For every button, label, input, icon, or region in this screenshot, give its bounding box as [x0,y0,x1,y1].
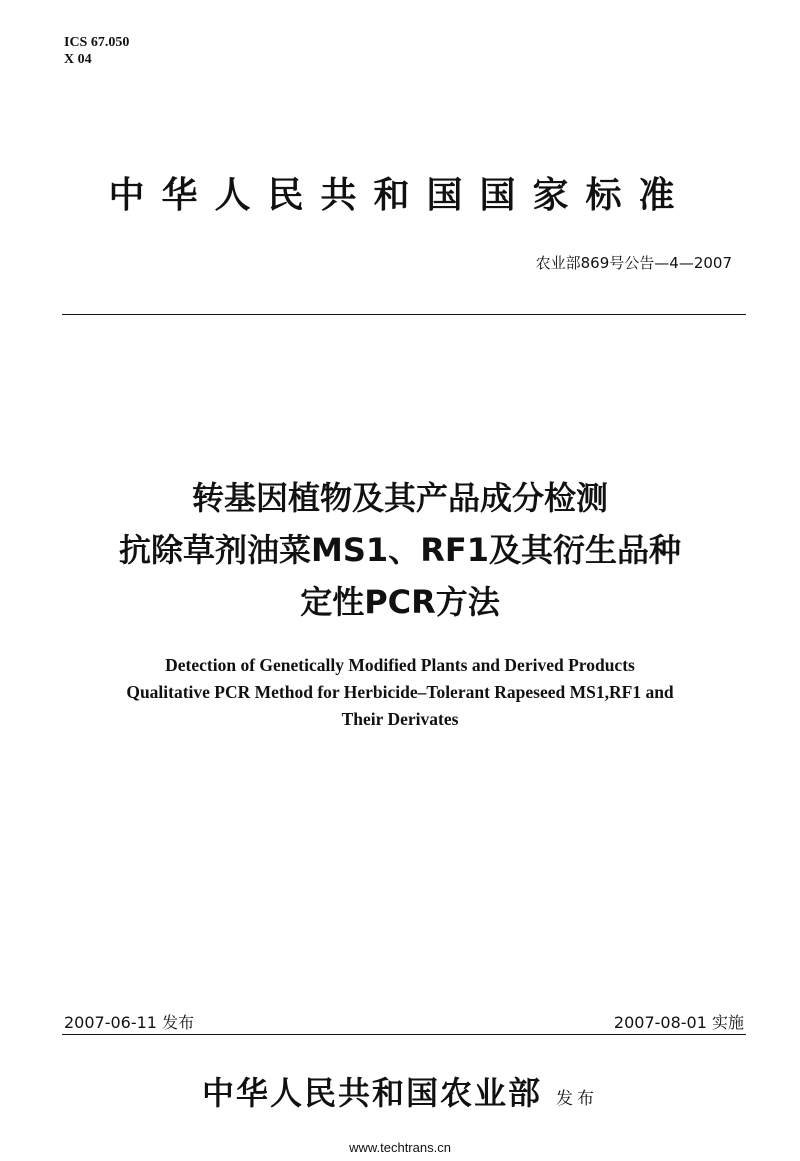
footer-url: www.techtrans.cn [349,1140,451,1155]
standard-number: 农业部869号公告—4—2007 [535,254,732,272]
issuer-name: 中华人民共和国农业部 [201,1074,542,1112]
chinese-title-line-1: 转基因植物及其产品成分检测 [191,479,608,517]
implementation-date: 2007-08-01 实施 [613,1013,744,1032]
ics-code: ICS 67.050 [64,35,130,50]
english-title-line-1: Detection of Genetically Modified Plants and Derived Products [165,655,635,675]
chinese-title-line-3: 定性PCR方法 [300,583,500,621]
chinese-title-line-2: 抗除草剂油菜MS1、RF1及其衍生品种 [119,531,681,569]
ccs-code: X 04 [64,52,92,67]
classification-codes [64,34,129,68]
english-title-line-2: Qualitative PCR Method for Herbicide–Tolerant Rapeseed MS1,RF1 and [126,682,674,702]
organization-title: 中华人民共和国国家标准 [108,175,692,216]
english-title [0,652,800,733]
issuer-block [0,1068,800,1114]
english-title-line-3: Their Derivates [341,709,459,729]
bottom-divider [62,1034,746,1035]
top-divider [62,314,746,315]
issuer-suffix: 发布 [556,1089,598,1109]
publish-date: 2007-06-11 发布 [64,1013,195,1032]
chinese-title [0,472,800,628]
